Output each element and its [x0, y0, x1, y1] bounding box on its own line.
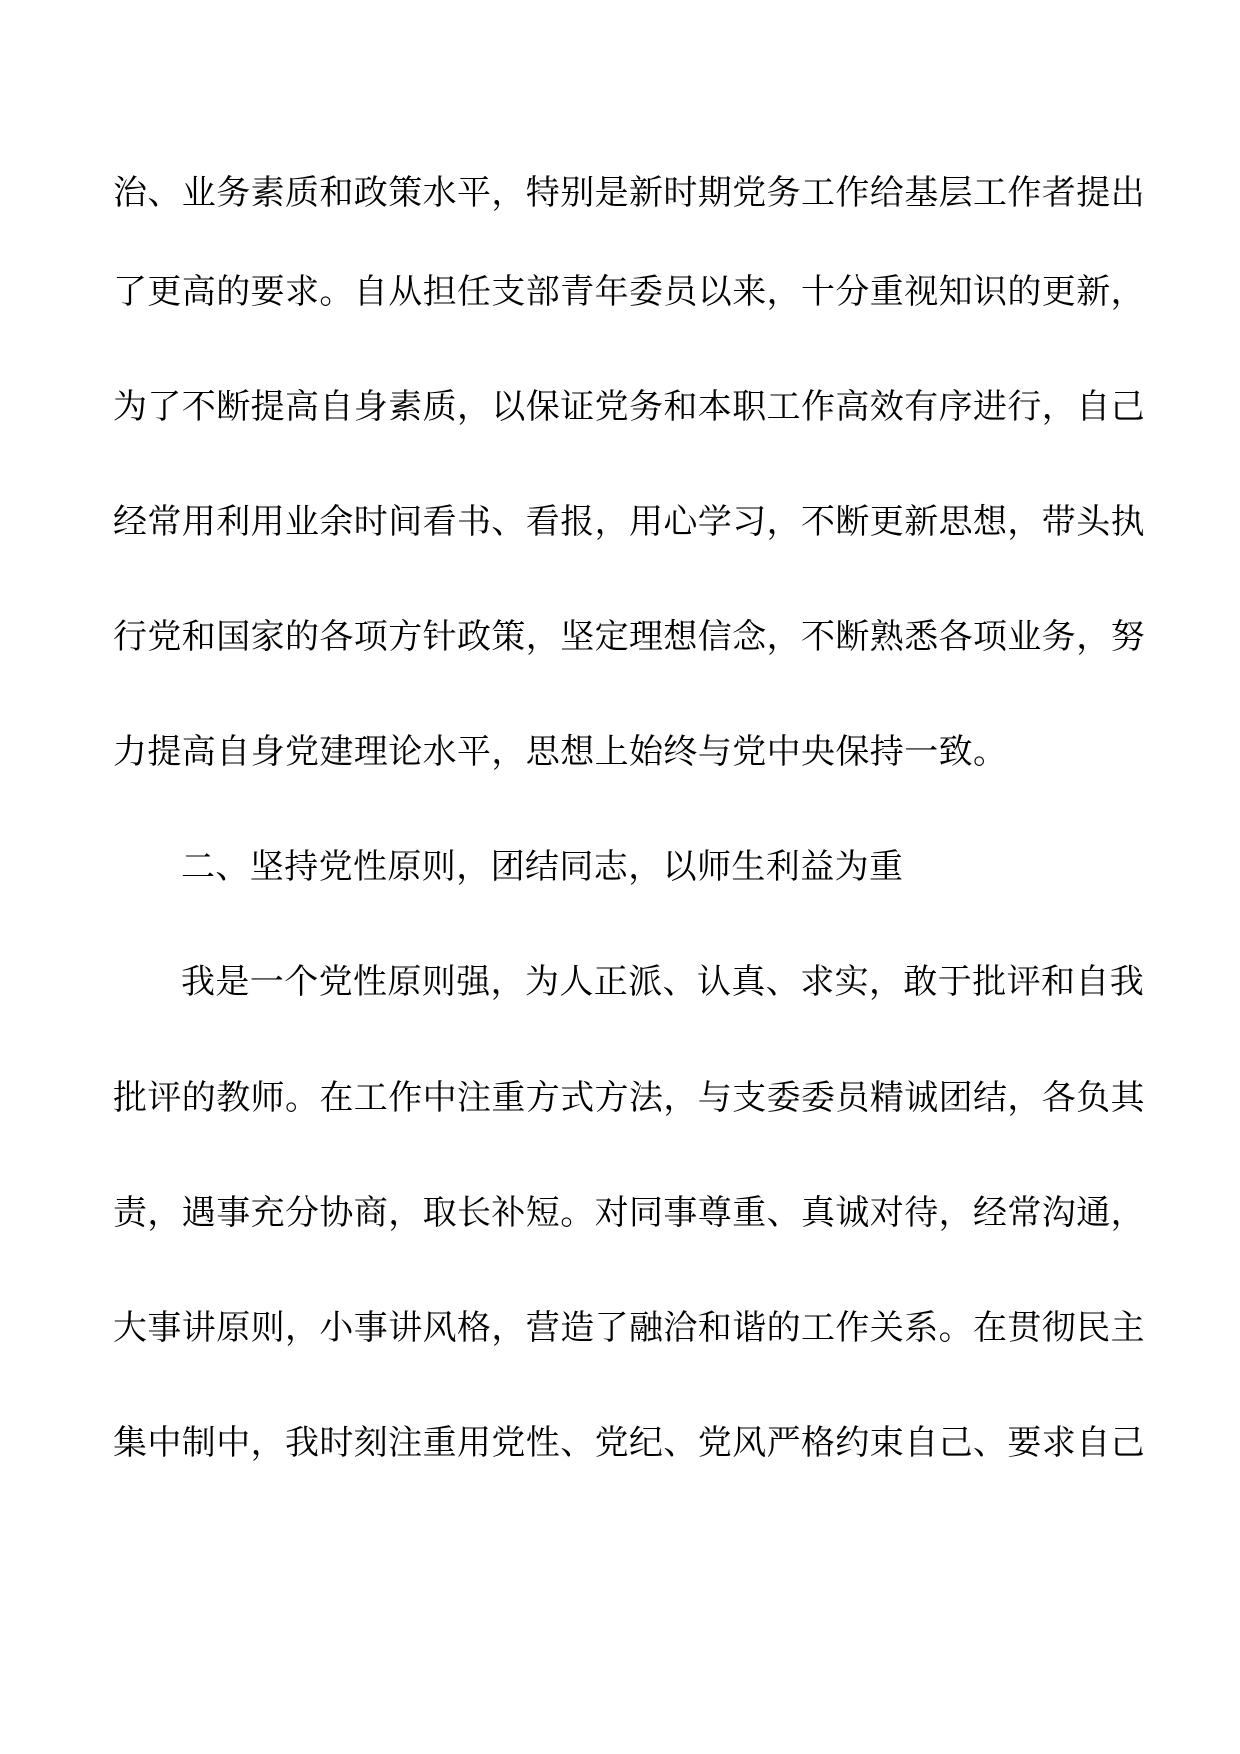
paragraph-line: 行党和国家的各项方针政策，坚定理想信念，不断熟悉各项业务，努 — [113, 617, 1145, 657]
paragraph-line: 批评的教师。在工作中注重方式方法，与支委委员精诚团结，各负其 — [113, 1078, 1145, 1118]
paragraph-line: 治、业务素质和政策水平，特别是新时期党务工作给基层工作者提出 — [113, 173, 1145, 213]
paragraph-line: 集中制中，我时刻注重用党性、党纪、党风严格约束自己、要求自己 — [113, 1423, 1145, 1463]
paragraph-line: 责，遇事充分协商，取长补短。对同事尊重、真诚对待，经常沟通， — [113, 1193, 1145, 1233]
paragraph-line: 大事讲原则，小事讲风格，营造了融洽和谐的工作关系。在贯彻民主 — [113, 1308, 1145, 1348]
paragraph-line: 了更高的要求。自从担任支部青年委员以来，十分重视知识的更新， — [113, 272, 1145, 312]
paragraph-line: 力提高自身党建理论水平，思想上始终与党中央保持一致。 — [113, 732, 1008, 772]
paragraph-line: 经常用利用业余时间看书、看报，用心学习，不断更新思想，带头执 — [113, 502, 1145, 542]
paragraph-line: 我是一个党性原则强，为人正派、认真、求实，敢于批评和自我 — [181, 962, 1145, 1002]
section-heading: 二、坚持党性原则，团结同志，以师生利益为重 — [181, 847, 904, 887]
paragraph-line: 为了不断提高自身素质，以保证党务和本职工作高效有序进行，自己 — [113, 387, 1145, 427]
